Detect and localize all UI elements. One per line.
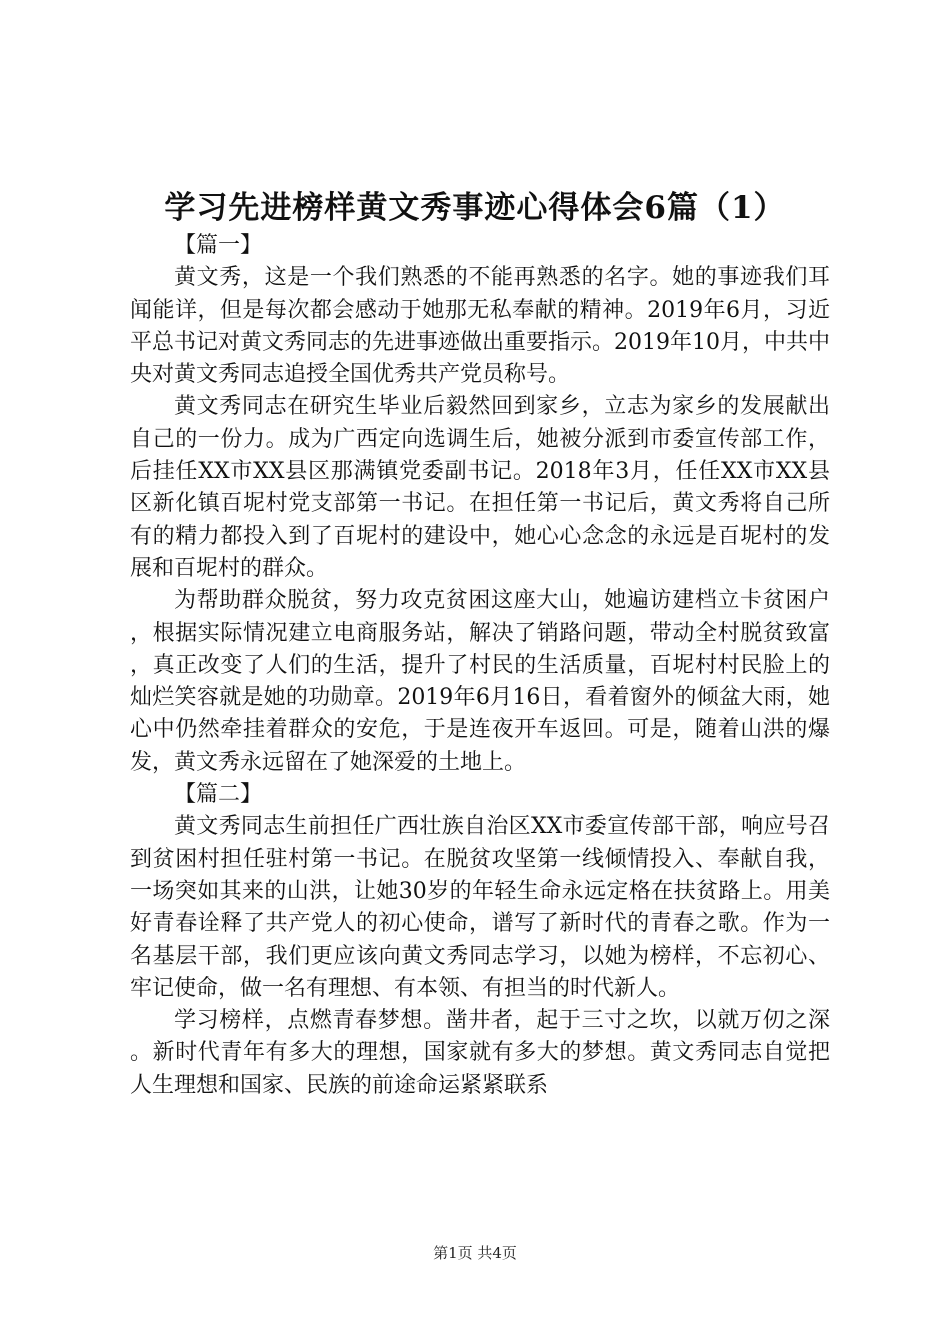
- paragraph: 黄文秀，这是一个我们熟悉的不能再熟悉的名字。她的事迹我们耳闻能详，但是每次都会感动于她那无私奉献的精神。2019年6月，习近平总书记对黄文秀同志的先进事迹做出重要指示。2019年10月，中共中央对黄文秀同志追授全国优秀共产党员称号。: [130, 265, 830, 388]
- document-body: [130, 230, 830, 1102]
- paragraph: 黄文秀同志生前担任广西壮族自治区XX市委宣传部干部，响应号召到贫困村担任驻村第一书记。在脱贫攻坚第一线倾情投入、奉献自我，一场突如其来的山洪，让她30岁的年轻生命永远定格在扶贫路上。用美好青春诠释了共产党人的初心使命，谱写了新时代的青春之歌。作为一名基层干部，我们更应该向黄文秀同志学习，以她为榜样，不忘初心、牢记使命，做一名有理想、有本领、有担当的时代新人。: [130, 814, 830, 1001]
- paragraph: 黄文秀同志在研究生毕业后毅然回到家乡，立志为家乡的发展献出自己的一份力。成为广西定向选调生后，她被分派到市委宣传部工作，后挂任XX市XX县区那满镇党委副书记。2018年3月，任任XX市XX县区新化镇百坭村党支部第一书记。在担任第一书记后，黄文秀将自己所有的精力都投入到了百坭村的建设中，她心心念念的永远是百坭村的发展和百坭村的群众。: [130, 394, 830, 581]
- document-title: 学习先进榜样黄文秀事迹心得体会6篇（1）: [164, 190, 786, 226]
- paragraph: 为帮助群众脱贫，努力攻克贫困这座大山，她遍访建档立卡贫困户，根据实际情况建立电商服务站，解决了销路问题，带动全村脱贫致富，真正改变了人们的生活，提升了村民的生活质量，百坭村村民脸上的灿烂笑容就是她的功勋章。2019年6月16日，看着窗外的倾盆大雨，她心中仍然牵挂着群众的安危，于是连夜开车返回。可是，随着山洪的爆发，黄文秀永远留在了她深爱的土地上。: [130, 588, 830, 775]
- section-heading-1: 【篇一】: [174, 233, 263, 258]
- paragraph: 学习榜样，点燃青春梦想。凿井者，起于三寸之坎，以就万仞之深。新时代青年有多大的理想，国家就有多大的梦想。黄文秀同志自觉把人生理想和国家、民族的前途命运紧紧联系: [130, 1008, 830, 1098]
- page-footer: 第1页 共4页: [433, 1244, 517, 1262]
- section-heading-2: 【篇二】: [174, 782, 263, 808]
